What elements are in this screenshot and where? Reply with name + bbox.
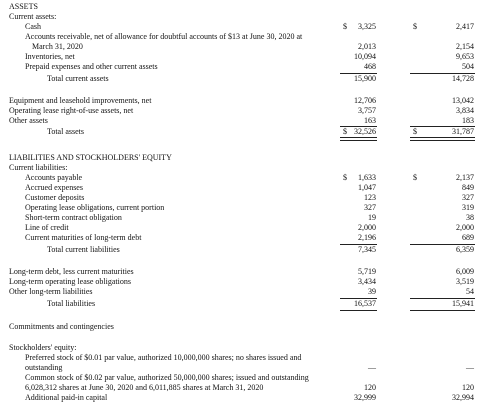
common-row-2 <box>0 383 485 393</box>
liabilities-heading: LIABILITIES AND STOCKHOLDERS' EQUITY <box>9 153 172 162</box>
other-assets-c1: 163 <box>364 116 376 125</box>
total-assets-c1: 32,526 <box>354 127 376 136</box>
current-liabilities-heading-row <box>0 163 485 173</box>
lease-current-c1: 327 <box>364 203 376 212</box>
rou-row <box>0 106 485 116</box>
ar-c1: 2,013 <box>358 42 376 51</box>
deposits-c1: 123 <box>364 193 376 202</box>
rou-c1: 3,757 <box>358 106 376 115</box>
ar-row-1 <box>0 32 485 42</box>
equipment-c2: 13,042 <box>452 96 474 105</box>
common-c1: 120 <box>364 383 376 392</box>
lease-lt-label: Long-term operating lease obligations <box>9 277 131 286</box>
total-current-liabilities-label: Total current liabilities <box>47 245 120 254</box>
deposits-c2: 327 <box>462 193 474 202</box>
ltd-c2: 6,009 <box>456 267 474 276</box>
prepaid-row <box>0 62 485 72</box>
apic-label: Additional paid-in capital <box>25 393 108 402</box>
commitments-label: Commitments and contingencies <box>9 322 114 331</box>
other-lt-label: Other long-term liabilities <box>9 287 93 296</box>
cash-c2: 2,417 <box>456 22 474 31</box>
lease-current-c2: 319 <box>462 203 474 212</box>
total-current-assets-row <box>0 74 485 84</box>
current-assets-heading: Current assets: <box>9 12 57 21</box>
total-liabilities-c1: 16,537 <box>354 299 376 308</box>
common-label-line2: 6,028,312 shares at June 30, 2020 and 6,011,885 shares at March 31, 2020 <box>25 383 264 392</box>
other-assets-row <box>0 116 485 126</box>
equity-heading-row <box>0 343 485 353</box>
common-row-1 <box>0 373 485 383</box>
inventories-row <box>0 52 485 62</box>
total-current-assets-c1: 15,900 <box>354 74 376 83</box>
total-current-assets-label: Total current assets <box>47 74 109 83</box>
total-assets-row <box>0 127 485 137</box>
lease-current-label: Operating lease obligations, current portion <box>25 203 165 212</box>
apic-row <box>0 393 485 403</box>
current-liabilities-heading: Current liabilities: <box>9 163 68 172</box>
inventories-label: Inventories, net <box>25 52 75 61</box>
accrued-c1: 1,047 <box>358 183 376 192</box>
contract-c1: 19 <box>368 213 376 222</box>
inventories-c1: 10,094 <box>354 52 376 61</box>
ltd-current-label: Current maturities of long-term debt <box>25 233 142 242</box>
ar-row-2 <box>0 42 485 52</box>
equipment-label: Equipment and leasehold improvements, net <box>9 96 152 105</box>
ltd-row <box>0 267 485 277</box>
contract-c2: 38 <box>466 213 474 222</box>
equipment-row <box>0 96 485 106</box>
accrued-c2: 849 <box>462 183 474 192</box>
preferred-c2: — <box>466 363 474 372</box>
total-liabilities-under-rule-c2 <box>410 310 475 311</box>
preferred-row-2 <box>0 363 485 373</box>
credit-c1: 2,000 <box>358 223 376 232</box>
prepaid-c2: 504 <box>462 62 474 71</box>
common-label-line1: Common stock of $0.02 par value, authorized 50,000,000 shares; issued and outstanding <box>25 373 309 382</box>
cash-label: Cash <box>25 22 41 31</box>
credit-row <box>0 223 485 233</box>
lease-lt-c2: 3,519 <box>456 277 474 286</box>
prepaid-label: Prepaid expenses and other current assets <box>25 62 158 71</box>
total-liabilities-c2: 15,941 <box>452 299 474 308</box>
ar-c2: 2,154 <box>456 42 474 51</box>
credit-c2: 2,000 <box>456 223 474 232</box>
cash-c2-dollar: $ <box>413 22 417 31</box>
commitments-row <box>0 322 485 332</box>
total-liabilities-label: Total liabilities <box>47 299 96 308</box>
deposits-label: Customer deposits <box>25 193 85 202</box>
lease-current-row <box>0 203 485 213</box>
inventories-c2: 9,653 <box>456 52 474 61</box>
prepaid-c1: 468 <box>364 62 376 71</box>
ar-label-line2: March 31, 2020 <box>32 42 83 51</box>
cash-c1: 3,325 <box>358 22 376 31</box>
rou-label: Operating lease right-of-use assets, net <box>9 106 134 115</box>
total-assets-label: Total assets <box>47 127 84 136</box>
ap-label: Accounts payable <box>25 173 83 182</box>
cash-c1-dollar: $ <box>343 22 347 31</box>
credit-label: Line of credit <box>25 223 69 232</box>
total-assets-double-rule-c1 <box>340 137 377 141</box>
equipment-c1: 12,706 <box>354 96 376 105</box>
apic-c1: 32,999 <box>354 393 376 402</box>
other-assets-c2: 183 <box>462 116 474 125</box>
total-assets-c2-dollar: $ <box>413 127 417 136</box>
preferred-label-line2: outstanding <box>25 363 63 372</box>
total-assets-c2: 31,787 <box>452 127 474 136</box>
ap-c2: 2,137 <box>456 173 474 182</box>
cash-row <box>0 22 485 32</box>
total-current-liabilities-c2: 6,359 <box>456 245 474 254</box>
preferred-label-line1: Preferred stock of $0.01 par value, authorized 10,000,000 shares; no shares issued and <box>25 353 302 362</box>
lease-lt-c1: 3,434 <box>358 277 376 286</box>
total-current-liabilities-row <box>0 245 485 255</box>
contract-label: Short-term contract obligation <box>25 213 122 222</box>
ap-row <box>0 173 485 183</box>
ltd-current-row <box>0 233 485 243</box>
assets-heading: ASSETS <box>9 2 38 11</box>
liabilities-heading-row <box>0 153 485 163</box>
rou-c2: 3,834 <box>456 106 474 115</box>
ap-c1-dollar: $ <box>343 173 347 182</box>
total-current-liabilities-c1: 7,345 <box>358 245 376 254</box>
equity-heading: Stockholders' equity: <box>9 343 77 352</box>
contract-row <box>0 213 485 223</box>
preferred-c1: — <box>368 363 376 372</box>
deposits-row <box>0 193 485 203</box>
apic-c2: 32,994 <box>452 393 474 402</box>
total-liabilities-under-rule-c1 <box>340 310 377 311</box>
common-c2: 120 <box>462 383 474 392</box>
ltd-label: Long-term debt, less current maturities <box>9 267 134 276</box>
total-current-assets-c2: 14,728 <box>452 74 474 83</box>
total-assets-c1-dollar: $ <box>343 127 347 136</box>
other-lt-c1: 39 <box>368 287 376 296</box>
total-liabilities-row <box>0 299 485 309</box>
total-assets-double-rule-c2 <box>410 137 475 141</box>
accrued-row <box>0 183 485 193</box>
lease-lt-row <box>0 277 485 287</box>
ar-label-line1: Accounts receivable, net of allowance for doubtful accounts of $13 at June 30, 2020 at <box>25 32 303 41</box>
other-lt-c2: 54 <box>466 287 474 296</box>
ap-c2-dollar: $ <box>413 173 417 182</box>
preferred-row-1 <box>0 353 485 363</box>
assets-heading-row <box>0 2 485 12</box>
other-assets-label: Other assets <box>9 116 48 125</box>
ltd-current-c1: 2,196 <box>358 233 376 242</box>
current-assets-heading-row <box>0 12 485 22</box>
ltd-current-c2: 689 <box>462 233 474 242</box>
ltd-c1: 5,719 <box>358 267 376 276</box>
ap-c1: 1,633 <box>358 173 376 182</box>
other-lt-row <box>0 287 485 297</box>
accrued-label: Accrued expenses <box>25 183 83 192</box>
